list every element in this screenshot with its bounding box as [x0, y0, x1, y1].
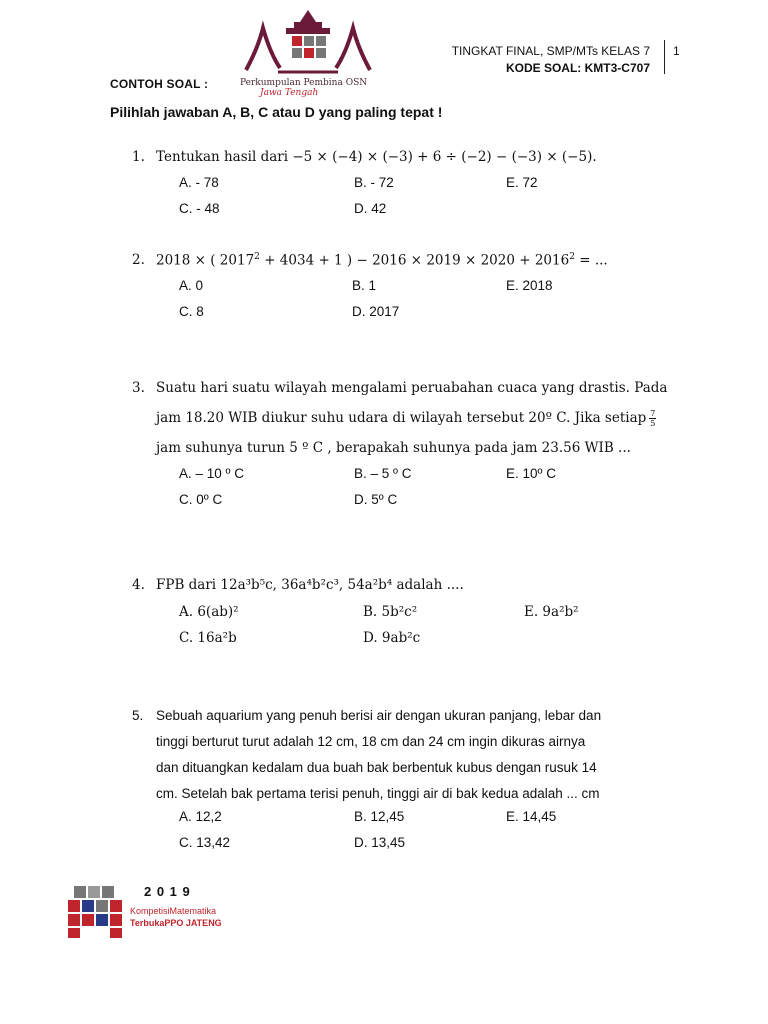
q3-option-c[interactable]: C. 0º C	[179, 492, 223, 507]
q5-option-a[interactable]: A. 12,2	[179, 809, 222, 824]
q1-option-e[interactable]: E. 72	[506, 175, 538, 190]
q2-text: 2018 × ( $2017^2 + 4034 + 1$ ) − $2016 \times 2019 \times 2020 + 2016^2$ = ...	[156, 252, 608, 269]
q3-line-2: jam 18.20 WIB diukur suhu udara di wilayah tersebut 20º C. Jika setiap $\frac{7}{5}$	[156, 409, 656, 428]
q1-text: Tentukan hasil dari −5 × (−4) × (−3) + 6 ÷ (−2) − (−3) × (−5).	[156, 149, 597, 165]
exam-code: KODE SOAL: KMT3-C707	[505, 61, 650, 75]
q1-option-a[interactable]: A. - 78	[179, 175, 219, 190]
kmt-logo	[60, 880, 230, 942]
q4-option-c[interactable]: C. 16a²b	[179, 630, 237, 646]
q2-option-c[interactable]: C. 8	[179, 304, 204, 319]
page-number: 1	[673, 44, 680, 58]
q1-number: 1.	[132, 149, 145, 165]
header-divider	[664, 40, 665, 74]
q1-option-b[interactable]: B. - 72	[354, 175, 394, 190]
q4-option-b[interactable]: B. 5b²c²	[363, 604, 418, 620]
q3-option-d[interactable]: D. 5º C	[354, 492, 398, 507]
q3-line-1: Suatu hari suatu wilayah mengalami peruabahan cuaca yang drastis. Pada	[156, 380, 668, 396]
q1-option-c[interactable]: C. - 48	[179, 201, 220, 216]
q5-line-4: cm. Setelah bak pertama terisi penuh, tinggi air di bak kedua adalah ... cm	[156, 786, 600, 801]
osn-logo	[238, 8, 378, 98]
q1-option-d[interactable]: D. 42	[354, 201, 387, 216]
org-name: Perkumpulan Pembina OSN	[240, 78, 368, 88]
logo-line-1: KompetisiMatematika	[130, 906, 217, 916]
q4-option-e[interactable]: E. 9a²b²	[524, 604, 579, 620]
q5-option-e[interactable]: E. 14,45	[506, 809, 557, 824]
q3-number: 3.	[132, 380, 145, 396]
q5-option-b[interactable]: B. 12,45	[354, 809, 405, 824]
q3-option-b[interactable]: B. – 5 º C	[354, 466, 412, 481]
cube-logo-icon	[60, 880, 130, 942]
exam-level: TINGKAT FINAL, SMP/MTs KELAS 7	[451, 44, 650, 58]
logo-line-2: TerbukaPPO JATENG	[130, 918, 222, 928]
q5-line-2: tinggi berturut turut adalah 12 cm, 18 cm dan 24 cm ingin dikuras airnya	[156, 734, 586, 749]
q4-option-d[interactable]: D. 9ab²c	[363, 630, 421, 646]
q3-fraction: $\frac{7}{5}$	[650, 409, 656, 428]
q2-option-d[interactable]: D. 2017	[352, 304, 400, 319]
q5-number: 5.	[132, 708, 144, 723]
instruction: Pilihlah jawaban A, B, C atau D yang paling tepat !	[110, 104, 443, 120]
q5-option-d[interactable]: D. 13,45	[354, 835, 406, 850]
q4-option-a[interactable]: A. 6(ab)²	[179, 604, 239, 620]
q2-option-a[interactable]: A. 0	[179, 278, 204, 293]
q3-option-a[interactable]: A. – 10 º C	[179, 466, 244, 481]
q5-line-3: dan dituangkan kedalam dua buah bak berbentuk kubus dengan rusuk 14	[156, 760, 597, 775]
q4-number: 4.	[132, 577, 145, 593]
q2-option-e[interactable]: E. 2018	[506, 278, 553, 293]
q3-line-3: jam suhunya turun 5 º C , berapakah suhunya pada jam 23.56 WIB ...	[156, 440, 631, 456]
q2-number: 2.	[132, 252, 145, 268]
section-label: CONTOH SOAL :	[110, 77, 209, 91]
q5-line-1: Sebuah aquarium yang penuh berisi air dengan ukuran panjang, lebar dan	[156, 708, 602, 723]
q3-option-e[interactable]: E. 10º C	[506, 466, 556, 481]
q2-option-b[interactable]: B. 1	[352, 278, 377, 293]
logo-year: 2 0 1 9	[144, 884, 191, 899]
q4-text: FPB dari 12a³b⁵c, 36a⁴b²c³, 54a²b⁴ adalah ....	[156, 577, 464, 593]
org-region: Jawa Tengah	[260, 88, 319, 98]
q5-option-c[interactable]: C. 13,42	[179, 835, 231, 850]
